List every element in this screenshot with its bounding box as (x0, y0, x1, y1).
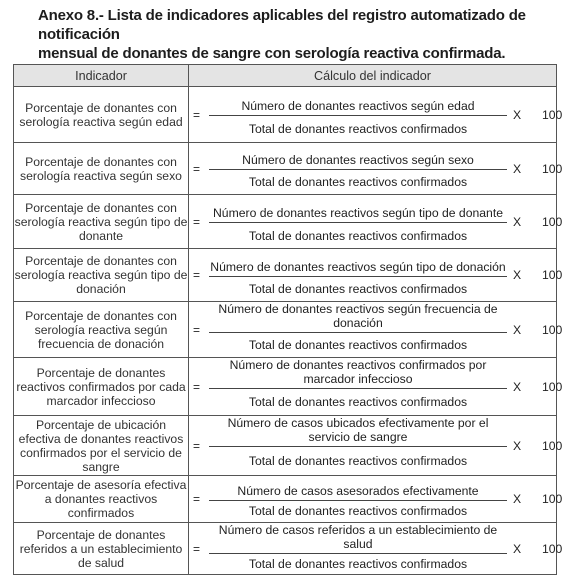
fraction (209, 249, 507, 301)
multiply-sign: X (513, 214, 522, 229)
indicator-name: Porcentaje de donantes con serología reactiva según tipo de donante (14, 195, 189, 249)
fraction (209, 416, 507, 475)
numerator: Número de donantes reactivos según frecuencia de donación (209, 302, 507, 333)
numerator: Número de casos asesorados efectivamente (209, 476, 507, 501)
denominator: Total de donantes reactivos confirmados (248, 228, 468, 243)
equals-sign: = (193, 161, 201, 176)
indicator-name: Porcentaje de donantes con serología reactiva según tipo de donación (14, 249, 189, 302)
equals-sign: = (193, 541, 201, 556)
multiplier-100: 100 (542, 214, 563, 229)
numerator: Número de donantes reactivos según tipo de donante (209, 195, 507, 223)
indicator-formula (189, 143, 563, 195)
indicators-table (13, 64, 563, 575)
equals-sign: = (193, 214, 201, 229)
indicator-name: Porcentaje de ubicación efectiva de donantes reactivos confirmados por el servicio de sangre (14, 416, 189, 476)
equals-sign: = (193, 268, 201, 282)
indicator-formula (189, 195, 563, 249)
multiply-sign: X (513, 161, 522, 176)
fraction (209, 358, 507, 415)
numerator: Número de casos ubicados efectivamente por el servicio de sangre (209, 416, 507, 447)
table-row (14, 416, 557, 476)
indicator-formula (189, 476, 563, 523)
indicator-name: Porcentaje de donantes con serología reactiva según edad (14, 87, 189, 143)
indicator-name: Porcentaje de donantes reactivos confirmados por cada marcador infeccioso (14, 358, 189, 416)
indicators-body (14, 87, 563, 575)
multiplier-100: 100 (542, 161, 563, 176)
annex-title-line2: mensual de donantes de sangre con serología reactiva confirmada. (38, 45, 506, 62)
indicator-name: Porcentaje de donantes con serología reactiva según frecuencia de donación (14, 302, 189, 358)
fraction (209, 476, 507, 522)
table-row (14, 195, 557, 249)
table-row (14, 476, 557, 523)
denominator: Total de donantes reactivos confirmados (248, 281, 468, 296)
denominator: Total de donantes reactivos confirmados (248, 557, 468, 571)
table-row (14, 523, 557, 575)
numerator: Número de donantes reactivos según edad (209, 87, 507, 116)
denominator: Total de donantes reactivos confirmados (248, 395, 468, 409)
indicator-formula (189, 87, 563, 143)
multiplier-100: 100 (542, 268, 563, 282)
multiplier-100: 100 (542, 322, 563, 337)
indicator-name: Porcentaje de asesoría efectiva a donantes reactivos confirmados (14, 476, 189, 523)
table-row (14, 358, 557, 416)
equals-sign: = (193, 322, 201, 337)
multiply-sign: X (513, 107, 522, 122)
table-row (14, 249, 557, 302)
denominator: Total de donantes reactivos confirmados (248, 175, 468, 189)
annex-title-line1: Lista de indicadores aplicables del registro automatizado de notificación (38, 7, 526, 43)
fraction (209, 143, 507, 194)
fraction (209, 523, 507, 574)
numerator: Número de donantes reactivos confirmados por marcador infeccioso (209, 358, 507, 389)
numerator: Número de donantes reactivos según sexo (209, 143, 507, 170)
multiplier-100: 100 (542, 107, 563, 122)
multiply-sign: X (513, 541, 522, 556)
indicator-formula (189, 302, 563, 358)
fraction (209, 87, 507, 142)
multiply-sign: X (513, 492, 522, 506)
table-row (14, 87, 557, 143)
indicator-name: Porcentaje de donantes referidos a un establecimiento de salud (14, 523, 189, 575)
multiplier-100: 100 (542, 379, 563, 394)
multiplier-100: 100 (542, 541, 563, 556)
annex-title (38, 6, 558, 63)
denominator: Total de donantes reactivos confirmados (248, 454, 468, 468)
table-header-row (14, 65, 557, 87)
indicator-formula (189, 523, 563, 575)
numerator: Número de donantes reactivos según tipo de donación (209, 249, 507, 277)
multiply-sign: X (513, 379, 522, 394)
numerator: Número de casos referidos a un establecimiento de salud (209, 523, 507, 554)
indicator-formula (189, 249, 563, 302)
header-calculo: Cálculo del indicador (189, 65, 557, 87)
equals-sign: = (193, 379, 201, 394)
table-row (14, 302, 557, 358)
multiplier-100: 100 (542, 492, 563, 506)
table-row (14, 143, 557, 195)
denominator: Total de donantes reactivos confirmados (248, 504, 468, 519)
multiply-sign: X (513, 268, 522, 282)
multiplier-100: 100 (542, 438, 563, 453)
equals-sign: = (193, 438, 201, 453)
fraction (209, 195, 507, 248)
indicator-formula (189, 358, 563, 416)
annex-title-prefix: Anexo 8.- (38, 7, 104, 24)
fraction (209, 302, 507, 357)
header-indicador: Indicador (14, 65, 189, 87)
indicator-name: Porcentaje de donantes con serología reactiva según sexo (14, 143, 189, 195)
denominator: Total de donantes reactivos confirmados (248, 338, 468, 352)
indicator-formula (189, 416, 563, 476)
denominator: Total de donantes reactivos confirmados (248, 122, 468, 136)
multiply-sign: X (513, 322, 522, 337)
multiply-sign: X (513, 438, 522, 453)
equals-sign: = (193, 107, 201, 122)
equals-sign: = (193, 492, 201, 506)
